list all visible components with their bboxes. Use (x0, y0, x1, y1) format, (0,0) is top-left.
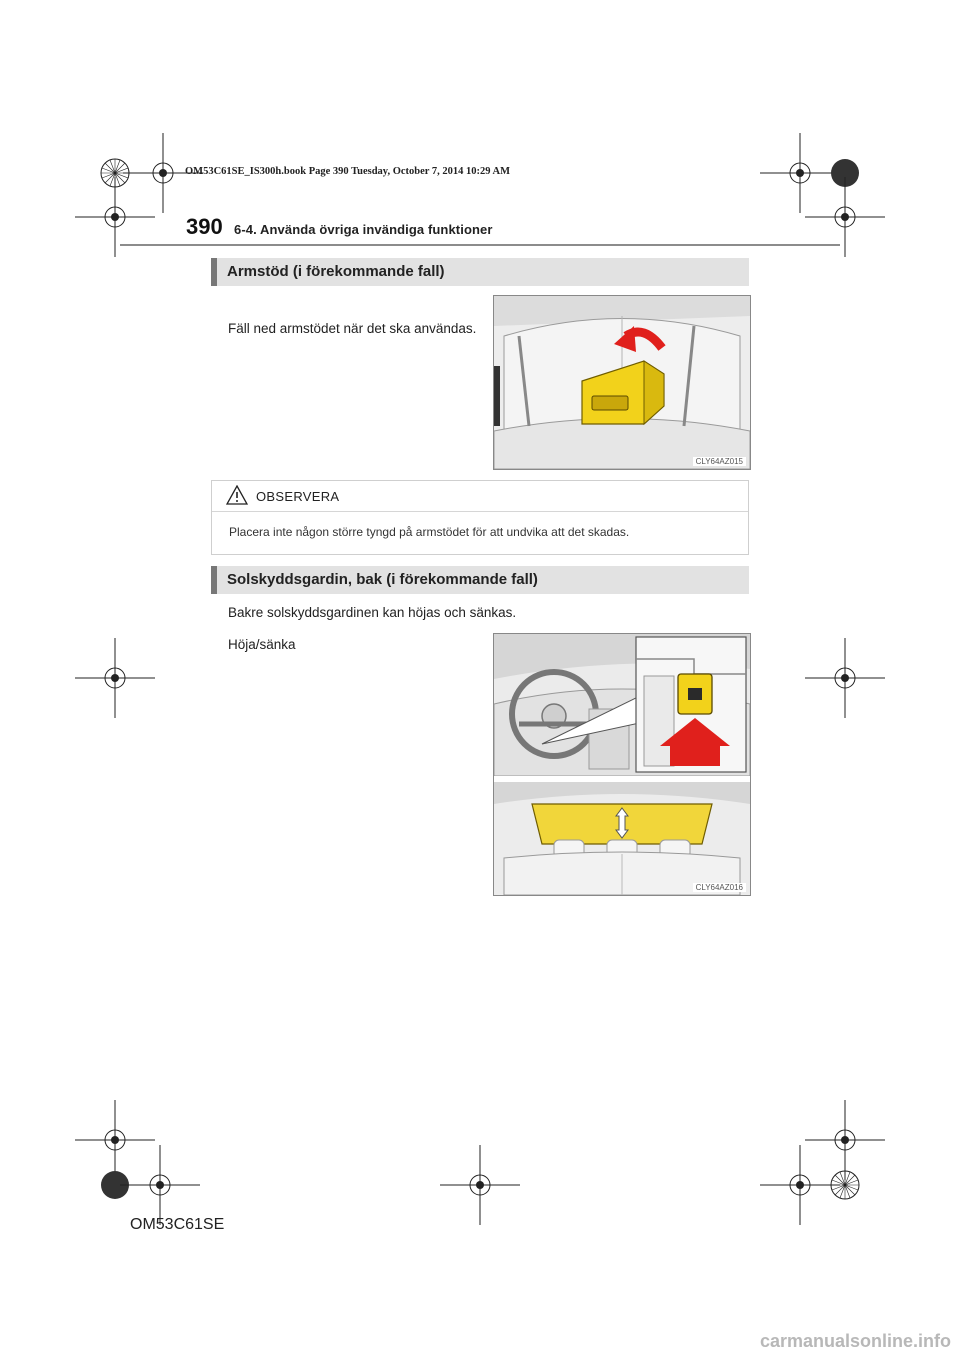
crosshair-mark-icon (435, 1140, 525, 1230)
crosshair-mark-icon (70, 172, 160, 262)
armrest-illustration (493, 295, 751, 470)
section-title: 6-4. Använda övriga invändiga funktioner (234, 222, 493, 237)
watermark: carmanualsonline.info (760, 1331, 952, 1351)
armrest-heading: Armstöd (i förekommande fall) (211, 258, 749, 286)
sunshade-drawing (494, 634, 750, 895)
footer-code: OM53C61SE (130, 1216, 225, 1233)
sunshade-label: Höja/sänka (228, 637, 296, 652)
caution-title: OBSERVERA (256, 489, 340, 504)
caution-text: Placera inte någon större tyngd på armstödet för att undvika att det skadas. (229, 525, 630, 539)
warning-icon (226, 485, 248, 505)
header-rule (120, 244, 840, 246)
crosshair-mark-icon (800, 172, 890, 262)
crosshair-mark-icon (800, 633, 890, 723)
caution-header (212, 481, 748, 512)
sunshade-text: Bakre solskyddsgardinen kan höjas och sänkas. (228, 605, 517, 620)
sunshade-illustration (493, 633, 751, 896)
figure-code: CLY64AZ015 (693, 457, 746, 466)
caution-box (211, 480, 749, 555)
armrest-drawing (494, 296, 750, 469)
figure-code: CLY64AZ016 (693, 883, 746, 892)
sunshade-heading: Solskyddsgardin, bak (i förekommande fall) (211, 566, 749, 594)
book-info-line: OM53C61SE_IS300h.book Page 390 Tuesday, October 7, 2014 10:29 AM (185, 166, 511, 177)
page-number: 390 (186, 214, 223, 239)
armrest-text: Fäll ned armstödet när det ska användas. (228, 321, 477, 336)
crosshair-mark-icon (70, 633, 160, 723)
sunburst-mark-icon (800, 1140, 890, 1230)
